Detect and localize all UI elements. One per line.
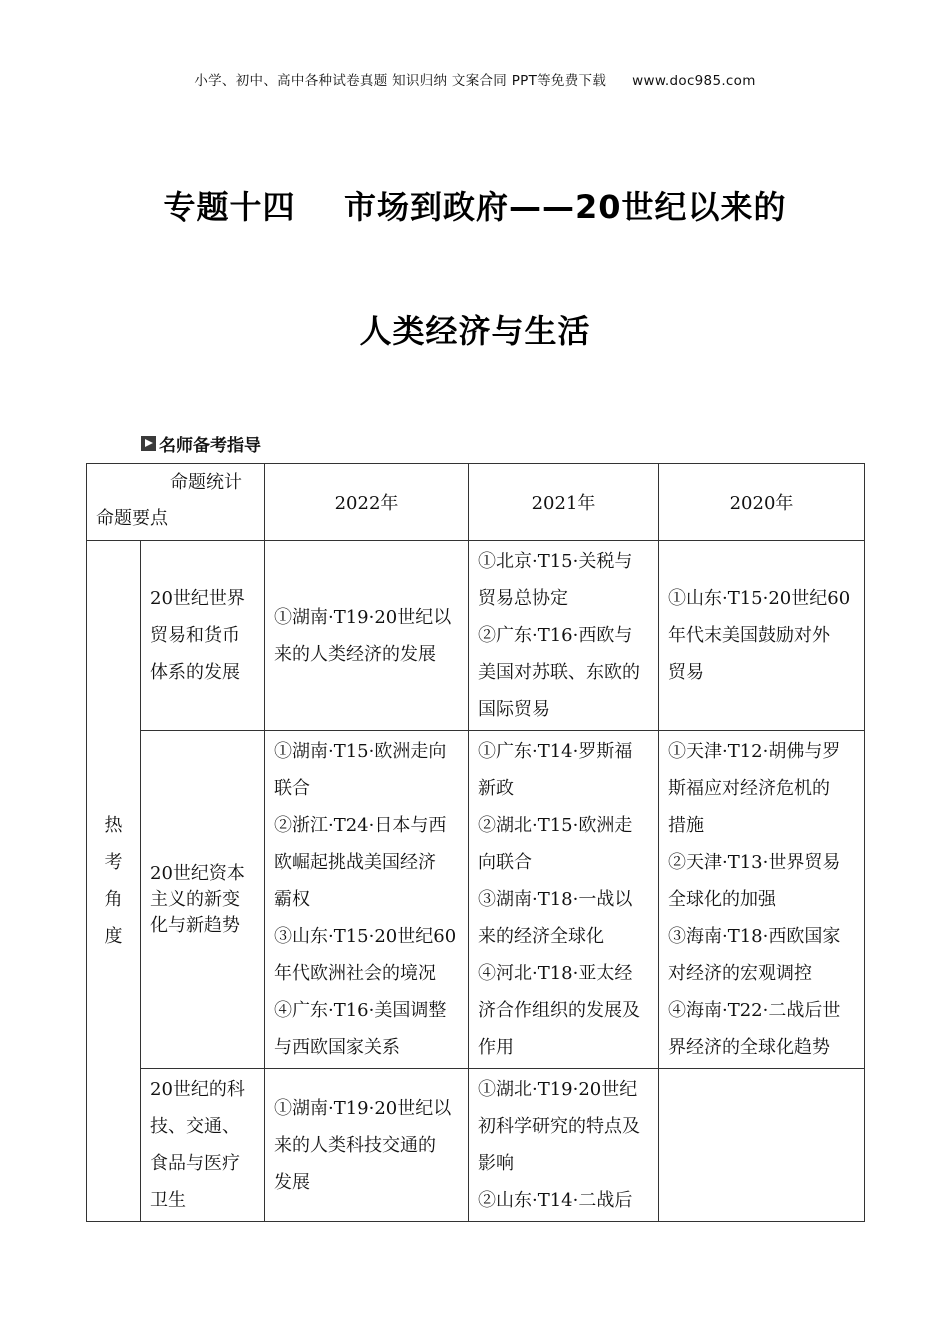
- cell-line: ②湖北·T15·欧洲走: [478, 815, 633, 836]
- cell-line: ③海南·T18·西欧国家: [668, 926, 841, 947]
- cell-line: 斯福应对经济危机的: [668, 778, 830, 799]
- cell-line: ②浙江·T24·日本与西: [274, 815, 447, 836]
- cell-line: 新政: [478, 778, 514, 799]
- year-header-2022: 2022年: [265, 464, 469, 541]
- topic-line: 20世纪的科: [150, 1079, 245, 1100]
- cell-2021: [469, 1069, 659, 1222]
- topic-cell: [141, 1069, 265, 1222]
- cell-line: ①广东·T14·罗斯福: [478, 741, 633, 762]
- cell-line: 全球化的加强: [668, 889, 776, 910]
- topic-cell: [141, 731, 265, 1069]
- cell-line: ①湖南·T15·欧洲走向: [274, 741, 447, 762]
- topic-line: 20世纪世界: [150, 588, 245, 609]
- cell-line: 霸权: [274, 889, 310, 910]
- year-header-2020: 2020年: [659, 464, 865, 541]
- cell-2021: [469, 731, 659, 1069]
- cell-line: 年代末美国鼓励对外: [668, 625, 830, 646]
- cell-line: 联合: [274, 778, 310, 799]
- cell-line: 贸易总协定: [478, 588, 568, 609]
- topic-line: 化与新趋势: [150, 914, 240, 936]
- cell-line: ④河北·T18·亚太经: [478, 963, 633, 984]
- cell-line: 来的人类科技交通的: [274, 1134, 436, 1156]
- topic-line: 技、交通、: [150, 1116, 240, 1137]
- topic-cell: [141, 541, 265, 731]
- group-label-char: 热: [104, 815, 123, 836]
- cell-line: 贸易: [668, 662, 704, 683]
- cell-2020: [659, 731, 865, 1069]
- corner-bottom-label: 命题要点: [96, 508, 168, 529]
- cell-line: ④广东·T16·美国调整: [274, 1000, 447, 1021]
- cell-line: 年代欧洲社会的境况: [274, 963, 436, 984]
- cell-line: ②天津·T13·世界贸易: [668, 852, 841, 873]
- cell-line: 影响: [478, 1153, 514, 1174]
- group-label-char: 角: [104, 889, 123, 910]
- cell-line: ①湖北·T19·20世纪: [478, 1079, 638, 1100]
- cell-2022: [265, 1069, 469, 1222]
- corner-top-label: 命题统计: [170, 472, 242, 493]
- title-line-1: 专题十四 市场到政府——20世纪以来的: [163, 188, 787, 226]
- cell-2020: [659, 541, 865, 731]
- cell-line: ①北京·T15·关税与: [478, 551, 633, 572]
- cell-line: 济合作组织的发展及: [478, 1000, 640, 1021]
- cell-line: 与西欧国家关系: [274, 1037, 400, 1058]
- play-icon: [141, 436, 156, 451]
- topic-line: 卫生: [150, 1190, 186, 1211]
- cell-2020-empty: [659, 1069, 865, 1222]
- cell-line: 来的人类经济的发展: [274, 643, 436, 665]
- cell-line: ①天津·T12·胡佛与罗: [668, 741, 841, 762]
- year-header-2021: 2021年: [469, 464, 659, 541]
- cell-line: ①山东·T15·20世纪60: [668, 588, 851, 609]
- section-label: [141, 431, 261, 456]
- exam-stats-table: [86, 463, 865, 1222]
- cell-line: 来的经济全球化: [478, 926, 604, 947]
- group-label-char: 度: [104, 926, 123, 947]
- header-text: 小学、初中、高中各种试卷真题 知识归纳 文案合同 PPT等免费下载: [194, 73, 607, 89]
- cell-line: ②山东·T14·二战后: [478, 1190, 633, 1211]
- header-site-link[interactable]: www.doc985.com: [632, 73, 756, 89]
- cell-line: ④海南·T22·二战后世: [668, 1000, 841, 1021]
- cell-line: 欧崛起挑战美国经济: [274, 852, 436, 873]
- cell-line: 初科学研究的特点及: [478, 1116, 640, 1137]
- title-line-2: 人类经济与生活: [359, 312, 591, 350]
- cell-line: 国际贸易: [478, 699, 550, 720]
- page-header: [0, 69, 950, 89]
- cell-line: 作用: [478, 1037, 514, 1058]
- group-label-char: 考: [104, 852, 123, 873]
- topic-line: 20世纪资本: [150, 862, 245, 884]
- cell-2021: [469, 541, 659, 731]
- topic-line: 贸易和货币: [150, 625, 240, 646]
- cell-line: ③湖南·T18·一战以: [478, 889, 633, 910]
- cell-line: ①湖南·T19·20世纪以: [274, 606, 452, 628]
- cell-line: 美国对苏联、东欧的: [478, 662, 640, 683]
- cell-line: 向联合: [478, 852, 532, 873]
- cell-line: 发展: [274, 1171, 310, 1193]
- cell-2022: [265, 731, 469, 1069]
- cell-line: 措施: [668, 815, 704, 836]
- cell-line: ①湖南·T19·20世纪以: [274, 1097, 452, 1119]
- topic-line: 体系的发展: [150, 662, 240, 683]
- cell-line: ②广东·T16·西欧与: [478, 625, 633, 646]
- topic-line: 主义的新变: [150, 888, 240, 910]
- topic-line: 食品与医疗: [150, 1153, 240, 1174]
- table-corner-cell: [87, 464, 265, 541]
- section-label-text: 名师备考指导: [159, 436, 261, 456]
- cell-line: 界经济的全球化趋势: [668, 1037, 830, 1058]
- cell-2022: [265, 541, 469, 731]
- cell-line: 对经济的宏观调控: [668, 963, 812, 984]
- group-label-cell: [87, 541, 141, 1222]
- cell-line: ③山东·T15·20世纪60: [274, 926, 457, 947]
